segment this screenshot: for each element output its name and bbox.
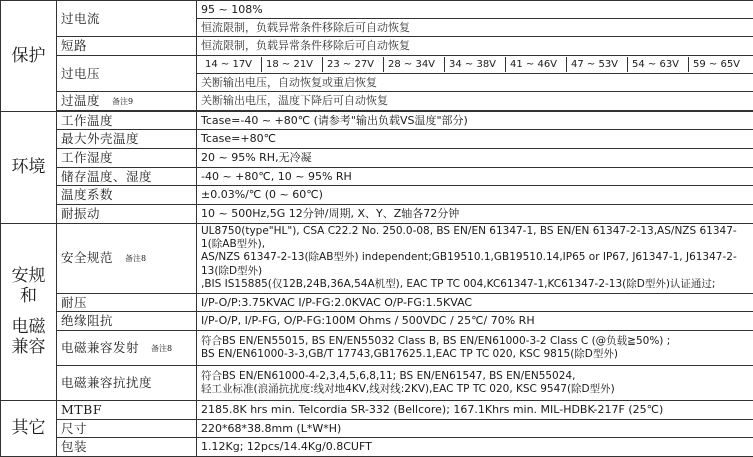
over-voltage-range: 59 ~ 65V bbox=[689, 57, 749, 73]
over-voltage-note: 关断输出电压，自动恢复或重启恢复 bbox=[197, 74, 753, 92]
max-case-temp-value: Tcase=+80℃ bbox=[197, 130, 753, 149]
safety-standards-line: AS/NZS 61347-2-13(除AB型外) independent;GB19510.1,GB19510.14,IP65 or IP67, J61347-1, J61347-2-13(除D型外) bbox=[201, 251, 749, 278]
category-safety-emc bbox=[1, 223, 57, 400]
packing-label: 包装 bbox=[57, 438, 197, 457]
vibration-label: 耐振动 bbox=[57, 204, 197, 223]
dimension-label: 尺寸 bbox=[57, 419, 197, 438]
storage-label: 储存温度、湿度 bbox=[57, 167, 197, 186]
safety-standards-label: 安全规范 bbox=[61, 250, 113, 265]
over-temperature-value: 关断输出电压，温度下降后可自动恢复 bbox=[197, 92, 753, 111]
safety-standards-note-tag: 备注8 bbox=[125, 254, 146, 263]
category-others: 其它 bbox=[1, 400, 57, 456]
emc-immunity-label: 电磁兼容抗扰度 bbox=[57, 365, 197, 400]
overload-note: 恒流限制，负载异常条件移除后可自动恢复 bbox=[197, 19, 753, 37]
emc-emission-label: 电磁兼容发射 bbox=[61, 340, 139, 355]
mtbf-label: MTBF bbox=[57, 400, 197, 419]
over-voltage-range: 47 ~ 53V bbox=[567, 57, 628, 73]
over-voltage-range: 23 ~ 27V bbox=[323, 57, 384, 73]
vibration-value: 10 ~ 500Hz,5G 12分钟/周期, X、Y、Z轴各72分钟 bbox=[197, 204, 753, 223]
over-voltage-range: 54 ~ 63V bbox=[628, 57, 689, 73]
over-voltage-range: 41 ~ 46V bbox=[506, 57, 567, 73]
mtbf-value: 2185.8K hrs min. Telcordia SR-332 (Bellcore); 167.1Khrs min. MIL-HDBK-217F (25℃) bbox=[197, 400, 753, 419]
withstand-voltage-label: 耐压 bbox=[57, 293, 197, 312]
over-temperature-note-tag: 备注9 bbox=[112, 97, 133, 106]
category-safety-line2: 和 bbox=[5, 286, 52, 306]
emc-immunity-value bbox=[197, 365, 753, 400]
storage-value: -40 ~ +80℃, 10 ~ 95% RH bbox=[197, 167, 753, 186]
working-humidity-label: 工作湿度 bbox=[57, 149, 197, 168]
safety-standards-value bbox=[197, 223, 753, 293]
category-safety-line4: 兼容 bbox=[5, 337, 52, 357]
working-temp-label: 工作温度 bbox=[57, 111, 197, 130]
over-voltage-range: 28 ~ 34V bbox=[384, 57, 445, 73]
over-temperature-cell bbox=[57, 92, 197, 111]
short-circuit-value: 恒流限制，负载异常条件移除后可自动恢复 bbox=[197, 37, 753, 56]
emc-immunity-line: 轻工业标准(浪涌抗扰度:线对地4KV,线对线:2KV),EAC TP TC 020, KSC 9547(除D型外) bbox=[201, 383, 749, 396]
category-environment: 环境 bbox=[1, 111, 57, 223]
working-humidity-value: 20 ~ 95% RH,无冷凝 bbox=[197, 149, 753, 168]
emc-emission-cell bbox=[57, 330, 197, 365]
packing-value: 1.12Kg; 12pcs/14.4Kg/0.8CUFT bbox=[197, 438, 753, 457]
emc-emission-value bbox=[197, 330, 753, 365]
temp-coefficient-label: 温度系数 bbox=[57, 186, 197, 205]
category-safety-line3: 电磁 bbox=[5, 317, 52, 337]
withstand-voltage-value: I/P-O/P:3.75KVAC I/P-FG:2.0KVAC O/P-FG:1.5KVAC bbox=[197, 293, 753, 312]
temp-coefficient-value: ±0.03%/℃ (0 ~ 60℃) bbox=[197, 186, 753, 205]
overload-value: 95 ~ 108% bbox=[197, 1, 753, 19]
emc-emission-note-tag: 备注8 bbox=[151, 344, 172, 353]
over-voltage-label: 过电压 bbox=[57, 55, 197, 92]
dimension-value: 220*68*38.8mm (L*W*H) bbox=[197, 419, 753, 438]
isolation-resistance-value: I/P-O/P, I/P-FG, O/P-FG:100M Ohms / 500VDC / 25℃/ 70% RH bbox=[197, 312, 753, 331]
working-temp-value: Tcase=-40 ~ +80℃ (请参考"输出负载VS温度"部分) bbox=[197, 111, 753, 130]
safety-standards-line: ,BIS IS15885(仅12B,24B,36A,54A机型), EAC TP TC 004,KC61347-1,KC61347-2-13(除D型外)认证通过; bbox=[201, 278, 749, 291]
overload-label: 过电流 bbox=[57, 1, 197, 37]
max-case-temp-label: 最大外壳温度 bbox=[57, 130, 197, 149]
short-circuit-label: 短路 bbox=[57, 37, 197, 56]
safety-standards-cell bbox=[57, 223, 197, 293]
over-voltage-range: 14 ~ 17V bbox=[201, 57, 262, 73]
over-temperature-label: 过温度 bbox=[61, 93, 100, 108]
safety-standards-line: UL8750(type"HL"), CSA C22.2 No. 250.0-08, BS EN/EN 61347-1, BS EN/EN 61347-2-13,AS/NZS 61347-1(除AB型外), bbox=[201, 225, 749, 252]
emc-emission-line: 符合BS EN/EN55015, BS EN/EN55032 Class B, BS EN/EN61000-3-2 Class C (@负载≧50%) ; bbox=[201, 335, 749, 348]
isolation-resistance-label: 绝缘阻抗 bbox=[57, 312, 197, 331]
over-voltage-range: 34 ~ 38V bbox=[445, 57, 506, 73]
category-safety-line1: 安规 bbox=[5, 266, 52, 286]
emc-immunity-line: 符合BS EN/EN61000-4-2,3,4,5,6,8,11; BS EN/EN61547, BS EN/EN55024, bbox=[201, 370, 749, 383]
over-voltage-range: 18 ~ 21V bbox=[262, 57, 323, 73]
emc-emission-line: BS EN/EN61000-3-3,GB/T 17743,GB17625.1,EAC TP TC 020, KSC 9815(除D型外) bbox=[201, 348, 749, 361]
over-voltage-ranges bbox=[197, 55, 753, 74]
category-protection: 保护 bbox=[1, 1, 57, 112]
